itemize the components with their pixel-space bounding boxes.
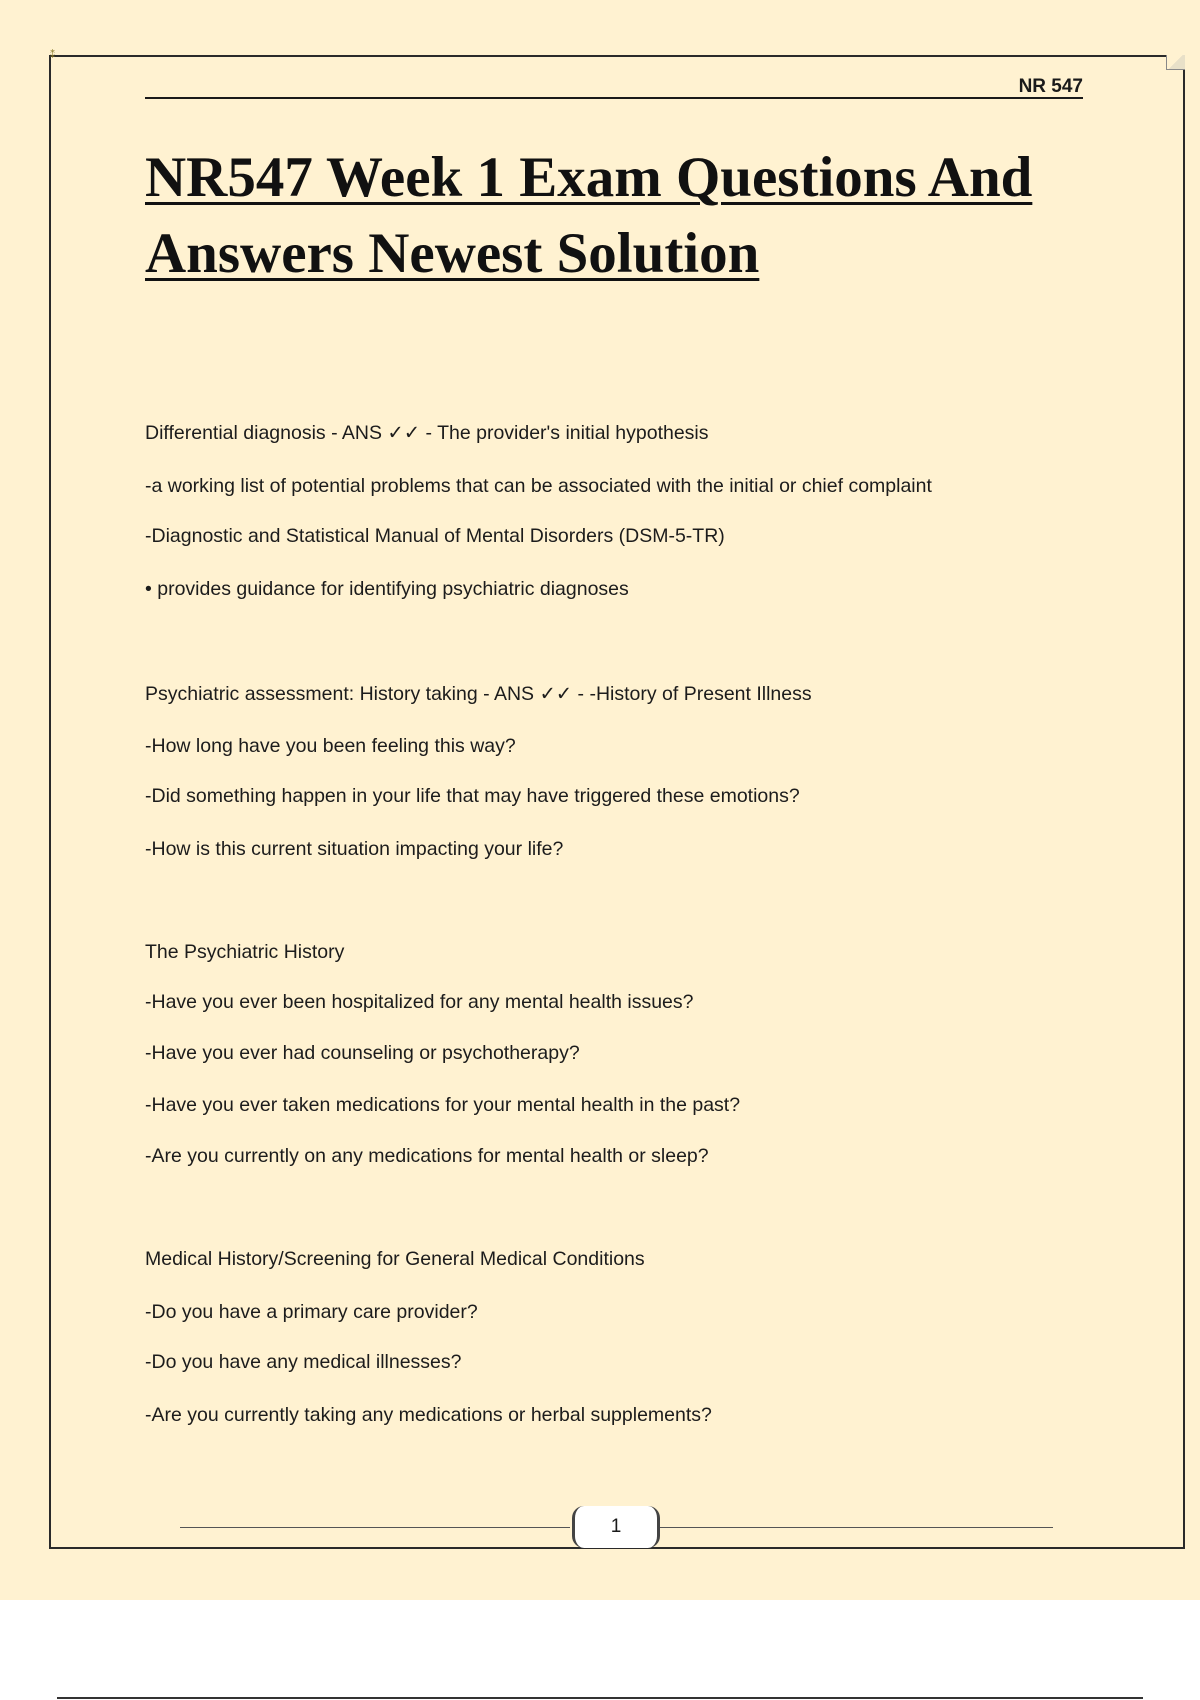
qa-line: -How long have you been feeling this way? <box>145 735 516 757</box>
qa-line: Psychiatric assessment: History taking - ANS ✓✓ - -History of Present Illness <box>145 683 812 705</box>
qa-line: -Have you ever been hospitalized for any mental health issues? <box>145 991 694 1013</box>
qa-line: -Do you have a primary care provider? <box>145 1301 478 1323</box>
qa-line: The Psychiatric History <box>145 941 345 963</box>
qa-line: -Are you currently taking any medications or herbal supplements? <box>145 1404 712 1426</box>
document-title: NR547 Week 1 Exam Questions And Answers Newest Solution <box>145 146 1033 285</box>
qa-line: -Do you have any medical illnesses? <box>145 1351 462 1373</box>
footer-rule <box>180 1527 570 1528</box>
qa-line: -Have you ever taken medications for your mental health in the past? <box>145 1094 741 1116</box>
footer-rule <box>660 1527 1053 1528</box>
page-number: 1 <box>572 1506 660 1548</box>
qa-line: -Did something happen in your life that may have triggered these emotions? <box>145 785 800 807</box>
qa-line: Medical History/Screening for General Medical Conditions <box>145 1248 645 1270</box>
qa-line: Differential diagnosis - ANS ✓✓ - The provider's initial hypothesis <box>145 422 709 444</box>
header-rule <box>145 97 1083 99</box>
page-fold-icon <box>1166 55 1185 70</box>
qa-line: -a working list of potential problems that can be associated with the initial or chief complaint <box>145 475 932 497</box>
qa-line: -Are you currently on any medications for mental health or sleep? <box>145 1145 709 1167</box>
header-course-code: NR 547 <box>1018 76 1083 97</box>
next-page-header-rule <box>57 1697 1143 1699</box>
qa-line: -How is this current situation impacting your life? <box>145 838 564 860</box>
qa-line: • provides guidance for identifying psychiatric diagnoses <box>145 578 629 600</box>
anchor-icon: ⁑ <box>50 50 55 61</box>
qa-line: -Have you ever had counseling or psychotherapy? <box>145 1042 580 1064</box>
qa-line: -Diagnostic and Statistical Manual of Mental Disorders (DSM-5-TR) <box>145 525 725 547</box>
